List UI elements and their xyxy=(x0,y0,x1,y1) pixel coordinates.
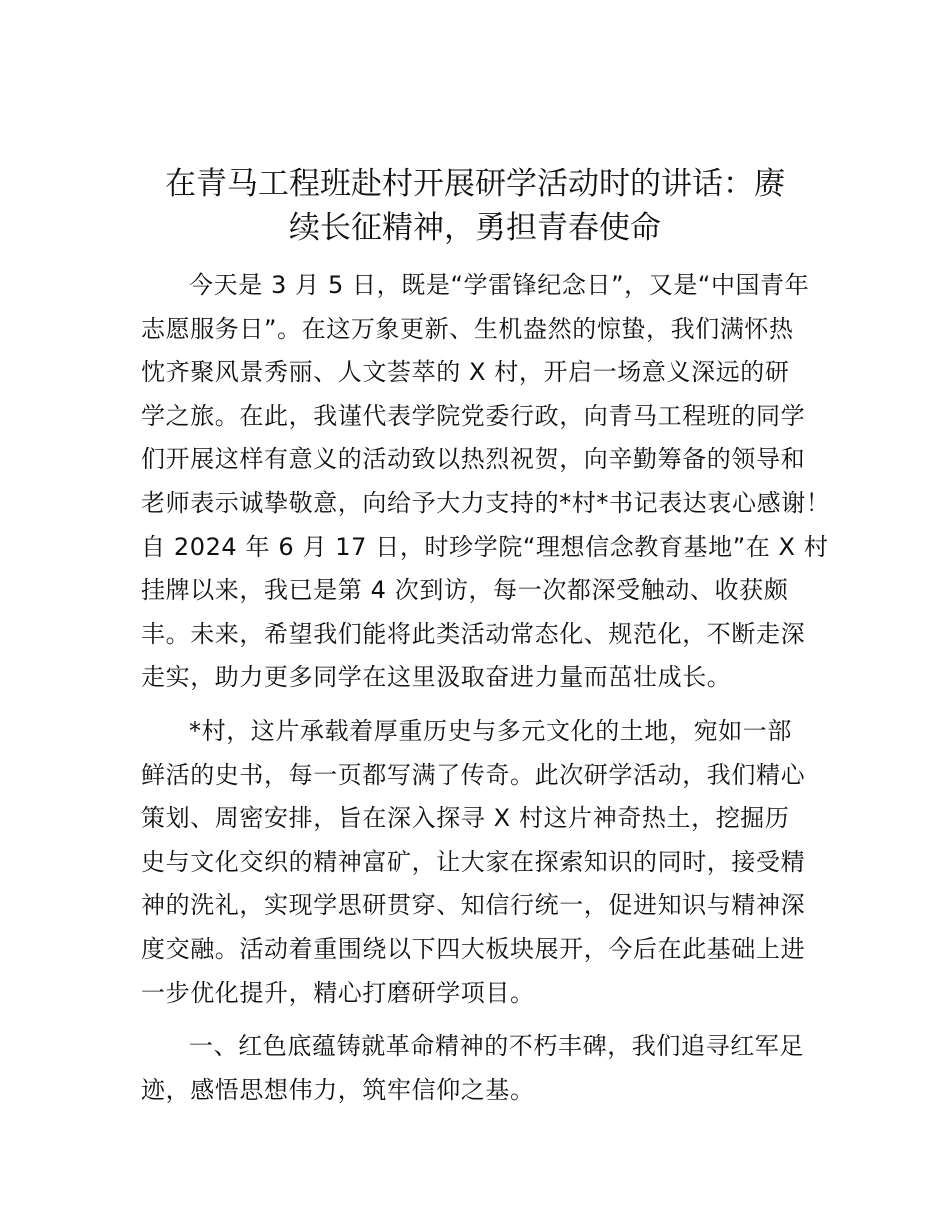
paragraph-3 xyxy=(141,1025,831,1112)
paragraph-line: 策划、周密安排，旨在深入探寻 X 村这片神奇热土，挖掘历 xyxy=(141,804,790,833)
paragraph-line: 鲜活的史书，每一页都写满了传奇。此次研学活动，我们精心 xyxy=(141,760,806,789)
paragraph-2 xyxy=(141,710,831,1015)
paragraph-line: 忱齐聚风景秀丽、人文荟萃的 X 村，开启一场意义深远的研 xyxy=(141,358,790,387)
paragraph-line: 志愿服务日”。在这万象更新、生机盎然的惊蛰，我们满怀热 xyxy=(141,314,794,343)
paragraph-line: 一、红色底蕴铸就革命精神的不朽丰碑，我们追寻红军足 xyxy=(189,1032,804,1061)
paragraph-line: 丰。未来，希望我们能将此类活动常态化、规范化，不断走深 xyxy=(141,619,806,648)
paragraph-line: 度交融。活动着重围绕以下四大板块展开，今后在此基础上进 xyxy=(141,934,806,963)
paragraph-line: 自 2024 年 6 月 17 日，时珍学院“理想信念教育基地”在 X 村 xyxy=(141,532,829,561)
paragraph-line: 们开展这样有意义的活动致以热烈祝贺，向辛勤筹备的领导和 xyxy=(141,445,806,474)
paragraph-line: 学之旅。在此，我谨代表学院党委行政，向青马工程班的同学 xyxy=(141,401,806,430)
paragraph-line: 挂牌以来，我已是第 4 次到访，每一次都深受触动、收获颇 xyxy=(141,576,789,605)
paragraph-line: 神的洗礼，实现学思研贯穿、知信行统一，促进知识与精神深 xyxy=(141,891,806,920)
title-line-1: 在青马工程班赴村开展研学活动时的讲话：赓 xyxy=(165,166,785,202)
paragraph-line: 一步优化提升，精心打磨研学项目。 xyxy=(141,978,535,1007)
document-body xyxy=(141,264,831,1122)
paragraph-line: *村，这片承载着厚重历史与多元文化的土地，宛如一部 xyxy=(189,716,792,745)
paragraph-line: 老师表示诚挚敬意，向给予大力支持的*村*书记表达衷心感谢！ xyxy=(141,488,831,517)
paragraph-1 xyxy=(141,264,831,700)
document-title xyxy=(120,162,830,250)
title-line-2: 续长征精神，勇担青春使命 xyxy=(289,210,661,246)
paragraph-line: 走实，助力更多同学在这里汲取奋进力量而茁壮成长。 xyxy=(141,663,732,692)
paragraph-line: 迹，感悟思想伟力，筑牢信仰之基。 xyxy=(141,1075,535,1104)
paragraph-line: 今天是 3 月 5 日，既是“学雷锋纪念日”，又是“中国青年 xyxy=(189,271,810,299)
paragraph-line: 史与文化交织的精神富矿，让大家在探索知识的同时，接受精 xyxy=(141,847,806,876)
